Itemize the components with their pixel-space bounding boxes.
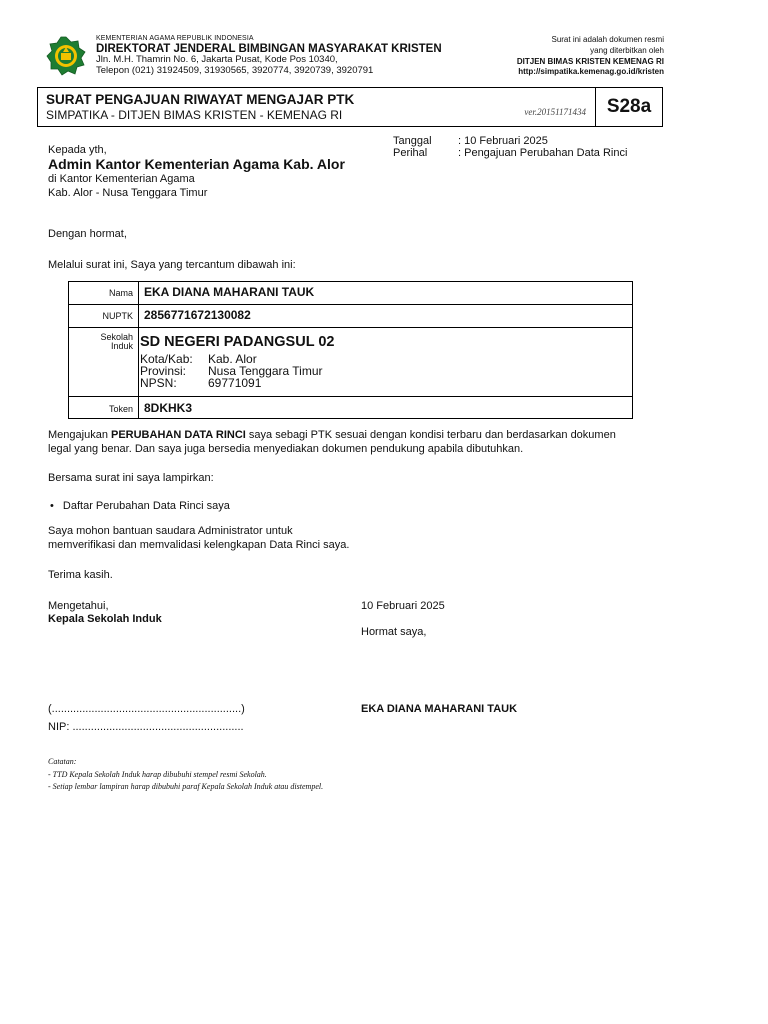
provinsi-label: Provinsi: [140, 364, 187, 378]
attachment-label: Daftar Perubahan Data Rinci saya [62, 500, 230, 512]
notice-line-2: yang diterbitkan oleh [590, 45, 664, 55]
plea-line-2: memverifikasi dan memvalidasi kelengkapan Data Rinci saya. [48, 538, 350, 551]
provinsi-value: Nusa Tenggara Timur [208, 364, 323, 378]
perihal-label: Perihal [393, 147, 428, 159]
token-value: 8DKHK3 [144, 401, 193, 415]
sekolah-label [69, 333, 133, 351]
recipient-line-3: Kab. Alor - Nusa Tenggara Timur [48, 187, 208, 199]
phone-line: Telepon (021) 31924509, 31930565, 3920774, 3920739, 3920791 [96, 64, 374, 76]
bullet-icon: • [50, 500, 54, 512]
request-type: PERUBAHAN DATA RINCI [111, 429, 246, 441]
document-title: SURAT PENGAJUAN RIWAYAT MENGAJAR PTK [46, 92, 355, 107]
document-title-box [37, 87, 663, 127]
npsn-label: NPSN: [140, 376, 177, 390]
note-item: - TTD Kepala Sekolah Induk harap dibubuhi stempel resmi Sekolah. [48, 770, 267, 779]
signature-date: 10 Februari 2025 [361, 600, 445, 612]
request-prefix: Mengajukan [48, 429, 111, 441]
recipient-salutation: Kepada yth, [48, 144, 107, 156]
greeting: Dengan hormat, [48, 228, 127, 240]
official-notice [517, 35, 664, 78]
perihal-value: : Pengajuan Perubahan Data Rinci [458, 147, 628, 159]
sekolah-label-2: Induk [110, 341, 133, 351]
kota-label: Kota/Kab: [140, 352, 193, 366]
tanggal-label: Tanggal [393, 135, 432, 147]
request-line-2: legal yang benar. Dan saya juga bersedia menyediakan dokumen pendukung apabila dibutuhkan. [48, 442, 524, 455]
note-item: - Setiap lembar lampiran harap dibubuhi paraf Kepala Sekolah Induk atau distempel. [48, 782, 324, 791]
plea-line-1: Saya mohon bantuan saudara Administrator untuk [48, 525, 293, 537]
mengetahui-text: Mengetahui, [48, 600, 109, 612]
nip-field: NIP: ........................................................ [48, 721, 244, 733]
npsn-value: 69771091 [208, 376, 262, 390]
document-version: ver.20151171434 [524, 107, 586, 117]
nuptk-value: 2856771672130082 [144, 308, 251, 322]
identity-row-nama [69, 282, 632, 305]
kepala-sekolah-title: Kepala Sekolah Induk [48, 613, 162, 625]
notes-title: Catatan: [48, 757, 77, 766]
request-suffix: saya sebagi PTK sesuai dengan kondisi terbaru dan berdasarkan dokumen [245, 429, 616, 441]
kemenag-emblem-icon [46, 36, 86, 76]
token-label: Token [108, 404, 133, 414]
nuptk-label: NUPTK [102, 311, 133, 321]
kota-value: Kab. Alor [208, 352, 257, 366]
identity-table [68, 281, 633, 419]
plea-paragraph [48, 525, 349, 552]
identity-row-token [69, 397, 632, 419]
signer-name: EKA DIANA MAHARANI TAUK [361, 703, 518, 715]
sekolah-label-1: Sekolah [100, 332, 133, 342]
nama-value: EKA DIANA MAHARANI TAUK [144, 285, 315, 299]
document-code: S28a [595, 88, 662, 126]
notice-line-1: Surat ini adalah dokumen resmi [551, 35, 664, 44]
recipient-name: Admin Kantor Kementerian Agama Kab. Alor [48, 156, 345, 172]
request-paragraph [48, 429, 688, 456]
directorate-name: DIREKTORAT JENDERAL BIMBINGAN MASYARAKAT KRISTEN [96, 43, 442, 55]
recipient-line-2: di Kantor Kementerian Agama [48, 173, 195, 185]
attachment-item [50, 500, 230, 512]
hormat-text: Hormat saya, [361, 626, 427, 638]
document-subtitle: SIMPATIKA - DITJEN BIMAS KRISTEN - KEMENAG RI [46, 108, 343, 122]
ministry-name: KEMENTERIAN AGAMA REPUBLIK INDONESIA [96, 35, 254, 42]
request-line-1 [48, 429, 688, 443]
identity-row-nuptk [69, 305, 632, 328]
identity-row-sekolah [69, 328, 632, 397]
notice-url: http://simpatika.kemenag.go.id/kristen [518, 67, 664, 77]
intro-text: Melalui surat ini, Saya yang tercantum dibawah ini: [48, 259, 296, 271]
notice-line-3: DITJEN BIMAS KRISTEN KEMENAG RI [516, 56, 664, 66]
thanks-text: Terima kasih. [48, 569, 113, 581]
letterhead-address [96, 55, 373, 76]
kepala-signature-blank: (..............................................................) [48, 703, 245, 715]
tanggal-value: : 10 Februari 2025 [458, 135, 548, 147]
nama-label: Nama [108, 288, 133, 298]
address-line: Jln. M.H. Thamrin No. 6, Jakarta Pusat, Kode Pos 10340, [96, 54, 338, 65]
sekolah-value: SD NEGERI PADANGSUL 02 [140, 334, 335, 350]
attachment-intro: Bersama surat ini saya lampirkan: [48, 472, 214, 484]
